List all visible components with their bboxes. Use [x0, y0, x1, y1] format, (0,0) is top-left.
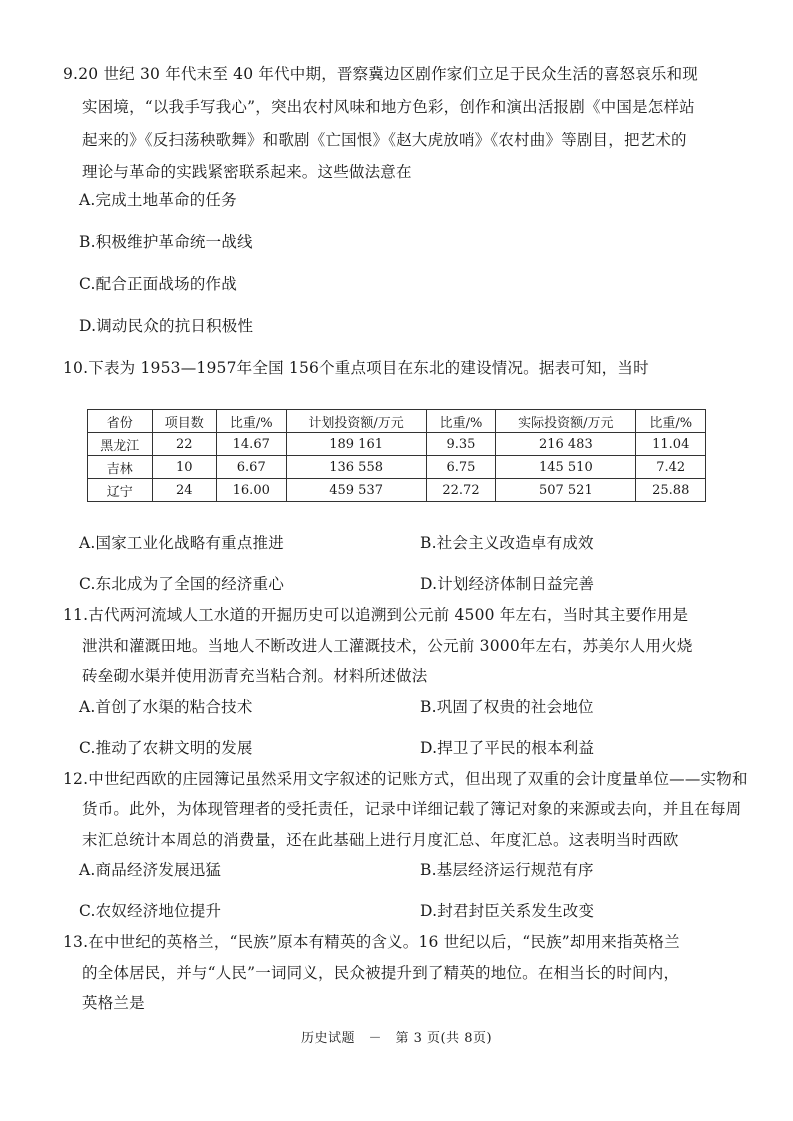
- table-cell: 9.35: [426, 433, 496, 456]
- table-row: [88, 433, 706, 456]
- q9-option-d: D.调动民众的抗日积极性: [79, 317, 254, 335]
- table-cell: 189 161: [286, 433, 426, 456]
- q11-option-d: D.捍卫了平民的根本利益: [420, 739, 595, 757]
- table-row: [88, 479, 706, 502]
- q9-stem-line-2: 实困境，“以我手写我心”，突出农村风味和地方色彩，创作和演出活报剧《中国是怎样站: [82, 98, 695, 116]
- q12-stem-line-2: 货币。此外，为体现管理者的受托责任，记录中详细记载了簿记对象的来源或去向，并且在每周: [82, 800, 742, 818]
- table-header-cell: 比重/%: [426, 410, 496, 433]
- table-cell: 136 558: [286, 456, 426, 479]
- table-header-cell: 计划投资额/万元: [286, 410, 426, 433]
- table-cell: 22: [152, 433, 217, 456]
- q13-stem-line-1: 13.在中世纪的英格兰，“民族”原本有精英的含义。16 世纪以后，“民族”却用来指英格兰: [63, 933, 680, 951]
- table-cell: 辽宁: [88, 479, 153, 502]
- table-header-cell: 比重/%: [636, 410, 706, 433]
- table-header-cell: 实际投资额/万元: [496, 410, 636, 433]
- q10-option-c: C.东北成为了全国的经济重心: [79, 575, 285, 593]
- table-cell: 6.67: [217, 456, 287, 479]
- q10-data-table: [87, 409, 706, 502]
- table-cell: 吉林: [88, 456, 153, 479]
- q9-option-b: B.积极维护革命统一战线: [79, 233, 253, 251]
- q10-option-d: D.计划经济体制日益完善: [420, 575, 595, 593]
- table-header-cell: 比重/%: [217, 410, 287, 433]
- q11-stem-line-3: 砖垒砌水渠并使用沥青充当粘合剂。材料所述做法: [82, 667, 428, 685]
- q10-option-b: B.社会主义改造卓有成效: [420, 534, 594, 552]
- q11-option-b: B.巩固了权贵的社会地位: [420, 698, 594, 716]
- q13-stem-line-3: 英格兰是: [82, 994, 145, 1012]
- q12-option-a: A.商品经济发展迅猛: [79, 861, 222, 879]
- q11-option-a: A.首创了水渠的粘合技术: [79, 698, 253, 716]
- table-cell: 11.04: [636, 433, 706, 456]
- q12-stem-line-1: 12.中世纪西欧的庄园簿记虽然采用文字叙述的记账方式，但出现了双重的会计度量单位——实物和: [63, 770, 748, 788]
- table-cell: 6.75: [426, 456, 496, 479]
- table-header-row: [88, 410, 706, 433]
- q9-stem-line-3: 起来的》《反扫荡秧歌舞》和歌剧《亡国恨》《赵大虎放哨》《农村曲》等剧目，把艺术的: [82, 131, 687, 149]
- q11-stem-line-2: 泄洪和灌溉田地。当地人不断改进人工灌溉技术，公元前 3000年左右，苏美尔人用火烧: [82, 637, 693, 655]
- table-cell: 216 483: [496, 433, 636, 456]
- table-cell: 7.42: [636, 456, 706, 479]
- q9-stem-line-1: 9.20 世纪 30 年代末至 40 年代中期，晋察冀边区剧作家们立足于民众生活的喜怒哀乐和现: [63, 65, 698, 83]
- q9-stem-line-4: 理论与革命的实践紧密联系起来。这些做法意在: [82, 163, 412, 181]
- table-cell: 507 521: [496, 479, 636, 502]
- q11-stem-line-1: 11.古代两河流域人工水道的开掘历史可以追溯到公元前 4500 年左右，当时其主要作用是: [63, 606, 689, 624]
- table-header-cell: 省份: [88, 410, 153, 433]
- table-cell: 14.67: [217, 433, 287, 456]
- q12-option-d: D.封君封臣关系发生改变: [420, 902, 595, 920]
- q9-option-c: C.配合正面战场的作战: [79, 275, 237, 293]
- q11-option-c: C.推动了农耕文明的发展: [79, 739, 253, 757]
- q12-stem-line-3: 末汇总统计本周总的消费量，还在此基础上进行月度汇总、年度汇总。这表明当时西欧: [82, 831, 679, 849]
- table-cell: 459 537: [286, 479, 426, 502]
- q10-option-a: A.国家工业化战略有重点推进: [79, 534, 284, 552]
- table-cell: 25.88: [636, 479, 706, 502]
- q13-stem-line-2: 的全体居民，并与“人民”一词同义，民众被提升到了精英的地位。在相当长的时间内，: [82, 964, 680, 982]
- q12-option-c: C.农奴经济地位提升: [79, 902, 222, 920]
- table-cell: 24: [152, 479, 217, 502]
- q12-option-b: B.基层经济运行规范有序: [420, 861, 594, 879]
- table-cell: 145 510: [496, 456, 636, 479]
- table-cell: 16.00: [217, 479, 287, 502]
- table-header-cell: 项目数: [152, 410, 217, 433]
- table-cell: 黑龙江: [88, 433, 153, 456]
- table-cell: 22.72: [426, 479, 496, 502]
- q9-option-a: A.完成土地革命的任务: [79, 191, 237, 209]
- table-row: [88, 456, 706, 479]
- page-footer: 历史试题 － 第 3 页(共 8页): [300, 1031, 493, 1046]
- table-cell: 10: [152, 456, 217, 479]
- q10-stem: 10.下表为 1953—1957年全国 156个重点项目在东北的建设情况。据表可知，当时: [63, 359, 649, 377]
